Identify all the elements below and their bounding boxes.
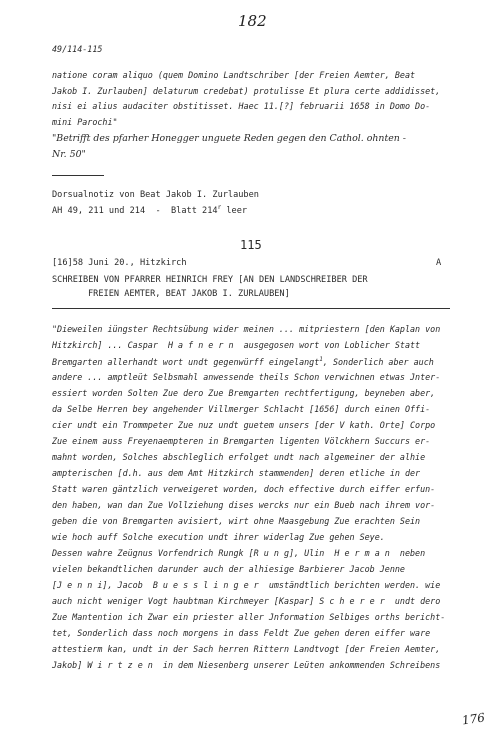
archive-reference: 49/114-115 [52,44,103,54]
heading-line: SCHREIBEN VON PFARRER HEINRICH FREY [AN DEN LANDSCHREIBER DER [52,275,368,285]
separator-rule [52,175,104,176]
body-line: cier undt ein Trommpeter Zue nuz undt guetem unsers [der V kath. Orte] Corpo [52,420,436,430]
body-line: Jakob] W i r t z e n in dem Niesenberg unserer Leüten ankommenden Schreibens [52,660,441,670]
body-line: auch nicht weniger Vogt haubtman Kirchmeyer [Kaspar] S c h e r e r undt dero [52,596,441,606]
body-line: ampterischen [d.h. aus dem Amt Hitzkirch stammenden] deren etliche in der [52,468,421,478]
folio-mark: 176 [461,710,486,728]
body-line: vielen bekandtlichen darunder auch der alhiesige Barbierer Jacob Jenne [52,564,405,574]
body-line: Zue einem auss Freyenaempteren in Bremgarten ligenten Völckhern Succurs er- [52,436,431,446]
body-line: Hitzkirch] ... Caspar H a f n e r n ausgegosen wort von Loblicher Statt [52,340,421,350]
body-line: Statt waren gäntzlich verweigeret worden, doch effective durch eiffer erfun- [52,484,436,494]
body-line: Bremgarten allerhandt wort undt gegenwürff eingelangt$^1$, Sonderlich aber auch [52,356,434,367]
quote-line: nisi ei alius audaciter obstitisset. Haec 11.[?] februarii 1658 in Domo Do- [52,101,431,111]
body-line: geben die von Bremgarten avisiert, wirt ohne Maasgebung Zue erachten Sein [52,516,421,526]
dorsual-line: AH 49, 211 und 214 - Blatt 214$^r$ leer [52,204,248,216]
dorsual-line: Dorsualnotiz von Beat Jakob I. Zurlauben [52,190,259,200]
quote-line: natione coram aliquo (quem Domino Landtschriber [der Freien Aemter, Beat [52,70,416,80]
betrifft-line: Nr. 50" [52,149,86,160]
body-line: [J e n n i], Jacob B u e s s l i n g e r umständtlich berichten werden. wie [52,580,441,590]
body-line: Zue Mantention ich Zwar ein priester aller Jnformation Selbiges orths bericht- [52,612,446,622]
body-line: wie hoch auff Solche execution undt ihrer widerlag Zue gehen Seye. [52,532,385,542]
document-number: 115 [240,238,262,252]
body-line: attestierm kan, undt in der Sach herren Rittern Landtvogt [der Freien Aemter, [52,644,441,654]
page-number: 182 [238,12,267,30]
body-line: tet, Sonderlich dass noch morgens in dass Feldt Zue gehen deren eiffer ware [52,628,431,638]
body-line: andere ... amptleüt Selbsmahl anwessende theils Schon verwichnen etwas Jnter- [52,372,441,382]
betrifft-line: "Betrifft des pfarher Honegger unguete Reden gegen den Cathol. ohnten - [52,133,406,144]
quote-line: Jakob I. Zurlauben] delaturum credebat) protulisse Et plura certe addidisset, [52,86,441,96]
body-line: den haben, wan dan Zue Vollziehung dises wercks nur ein Bueb nach ihrem vor- [52,500,436,510]
body-line: "Dieweilen iüngster Rechtsübung wider meinen ... mitpriestern [den Kaplan von [52,324,441,334]
dateline-letter: A [436,258,442,268]
separator-rule [52,308,450,309]
body-line: mahnt worden, Solches abschleglich erfolget undt nach algemeiner der alhie [52,452,426,462]
body-line: Dessen wahre Zeügnus Vorfendrich Rungk [R u n g], Ulin H e r m a n neben [52,548,426,558]
heading-line: FREIEN AEMTER, BEAT JAKOB I. ZURLAUBEN] [88,289,290,299]
body-line: essiert worden Solten Zue dero Zue Bremgarten rechtfertigung, beyneben aber, [52,388,436,398]
footnote-marker: 1 [319,356,323,363]
dateline-date: [16]58 Juni 20., Hitzkirch [52,258,187,268]
body-line: da Selbe Herren bey angehender Villmerger Schlacht [1656] durch einen Offi- [52,404,431,414]
superscript: r [217,204,222,211]
quote-line: mini Parochi" [52,117,118,127]
